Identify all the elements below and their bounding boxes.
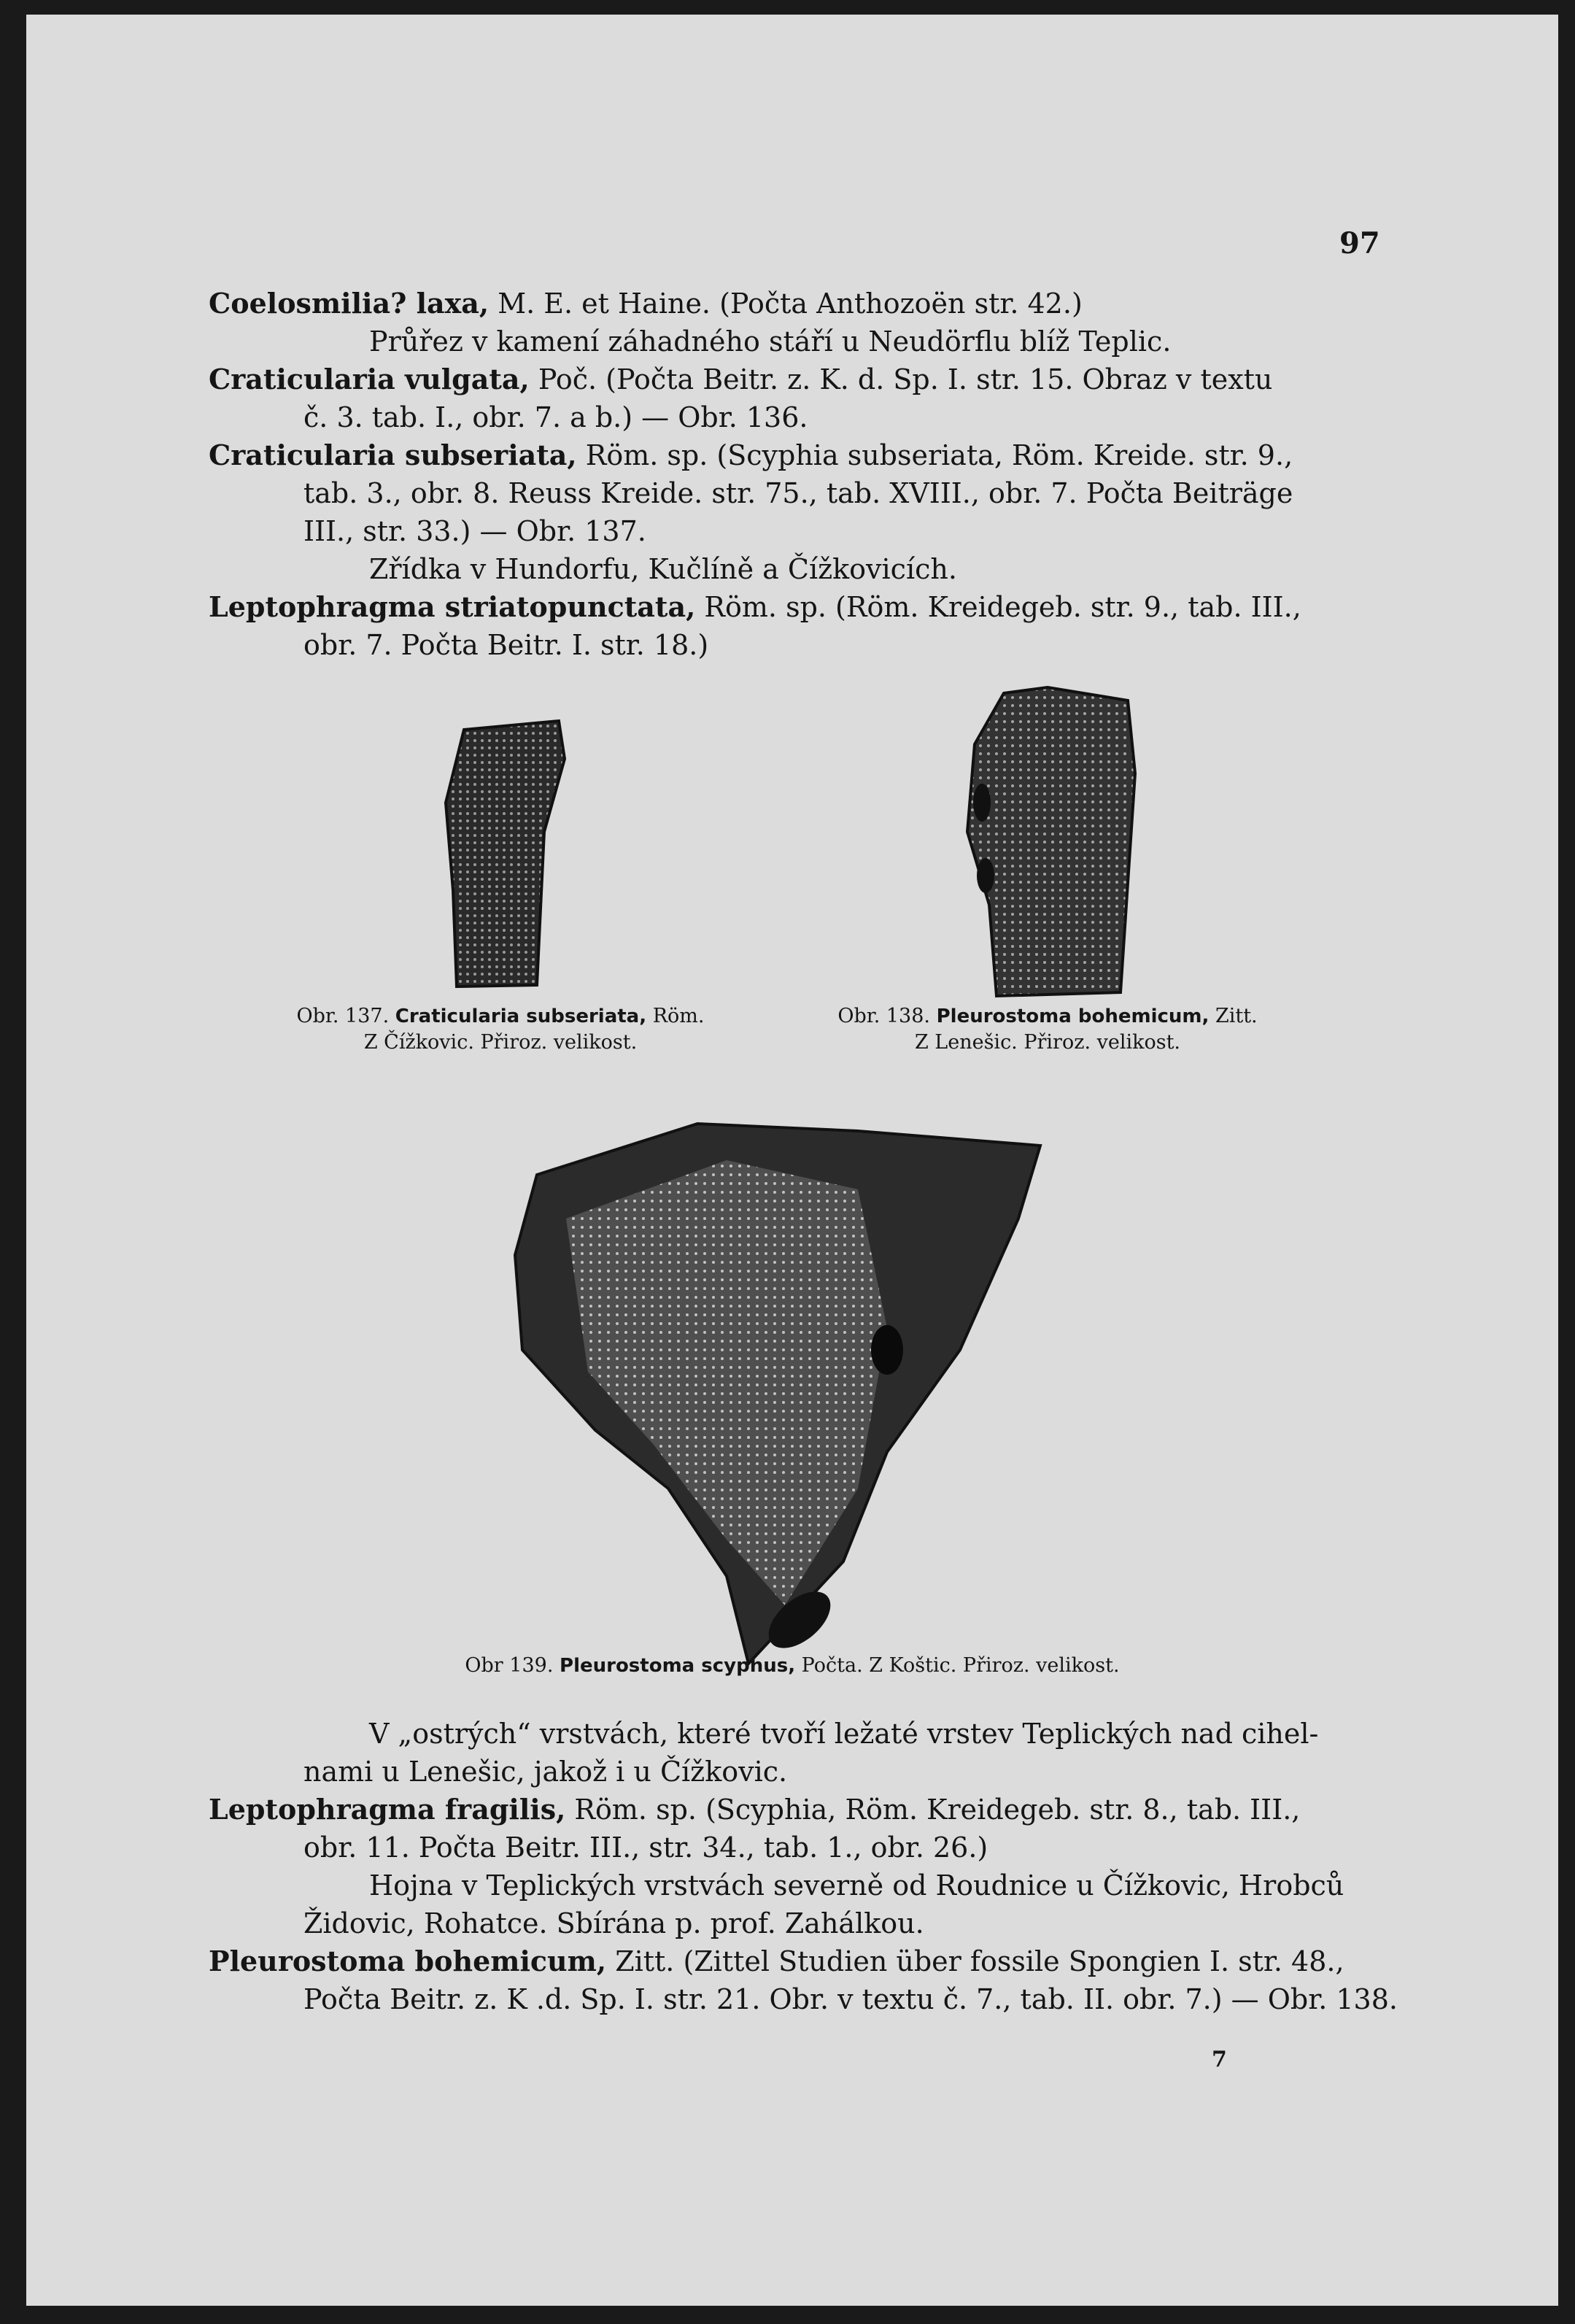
text-block-top <box>209 285 1376 664</box>
entry-line: Počta Beitr. z. K .d. Sp. I. str. 21. Obr. v textu č. 7., tab. II. obr. 7.) — Obr. 138. <box>303 1983 1398 2015</box>
entry-line: Coelosmilia? laxa, M. E. et Haine. (Počta Anthozoën str. 42.) <box>209 287 1083 320</box>
entry-line: Židovic, Rohatce. Sbírána p. prof. Zahálkou. <box>303 1907 924 1939</box>
book-page <box>26 15 1558 2306</box>
entry-line: Craticularia vulgata, Poč. (Počta Beitr. z. K. d. Sp. I. str. 15. Obraz v textu <box>209 363 1273 395</box>
entry-line: Průřez v kamení záhadného stáří u Neudörflu blíž Teplic. <box>369 325 1172 358</box>
entry-line: V „ostrých“ vrstvách, které tvoří ležaté vrstev Teplických nad cihel- <box>369 1718 1319 1750</box>
entry-line: Leptophragma fragilis, Röm. sp. (Scyphia, Röm. Kreidegeb. str. 8., tab. III., <box>209 1793 1301 1826</box>
entry-line: III., str. 33.) — Obr. 137. <box>303 515 646 547</box>
entry-line: Craticularia subseriata, Röm. sp. (Scyphia subseriata, Röm. Kreide. str. 9., <box>209 439 1293 471</box>
entry-line: tab. 3., obr. 8. Reuss Kreide. str. 75., tab. XVIII., obr. 7. Počta Beiträge <box>303 477 1293 509</box>
signature-mark: 7 <box>1212 2047 1227 2072</box>
entry-line: Pleurostoma bohemicum, Zitt. (Zittel Studien über fossile Spongien I. str. 48., <box>209 1945 1344 1977</box>
entry-line: Hojna v Teplických vrstvách severně od Roudnice u Čížkovic, Hrobců <box>369 1869 1344 1902</box>
entry-line: Zřídka v Hundorfu, Kučlíně a Čížkovicích. <box>369 553 957 585</box>
fossil-image-138 <box>953 686 1142 1007</box>
caption-139: Obr 139. Pleurostoma scyphus, Počta. Z Koštic. Přiroz. velikost. <box>465 1654 1120 1677</box>
caption-137: Obr. 137. Craticularia subseriata, Röm. Z Čížkovic. Přiroz. velikost. <box>296 1005 705 1054</box>
entry-line: Leptophragma striatopunctata, Röm. sp. (Röm. Kreidegeb. str. 9., tab. III., <box>209 590 1301 623</box>
page-number: 97 <box>1339 226 1380 260</box>
entry-line: obr. 7. Počta Beitr. I. str. 18.) <box>303 629 709 661</box>
text-block-bottom <box>209 1715 1398 2018</box>
fossil-image-137 <box>435 715 573 1000</box>
fossil-image-139 <box>508 1109 1062 1671</box>
entry-line: nami u Lenešic, jakož i u Čížkovic. <box>303 1756 788 1788</box>
entry-line: č. 3. tab. I., obr. 7. a b.) — Obr. 136. <box>303 401 808 433</box>
caption-138: Obr. 138. Pleurostoma bohemicum, Zitt. Z Lenešic. Přiroz. velikost. <box>837 1005 1258 1054</box>
entry-line: obr. 11. Počta Beitr. III., str. 34., tab. 1., obr. 26.) <box>303 1831 988 1864</box>
